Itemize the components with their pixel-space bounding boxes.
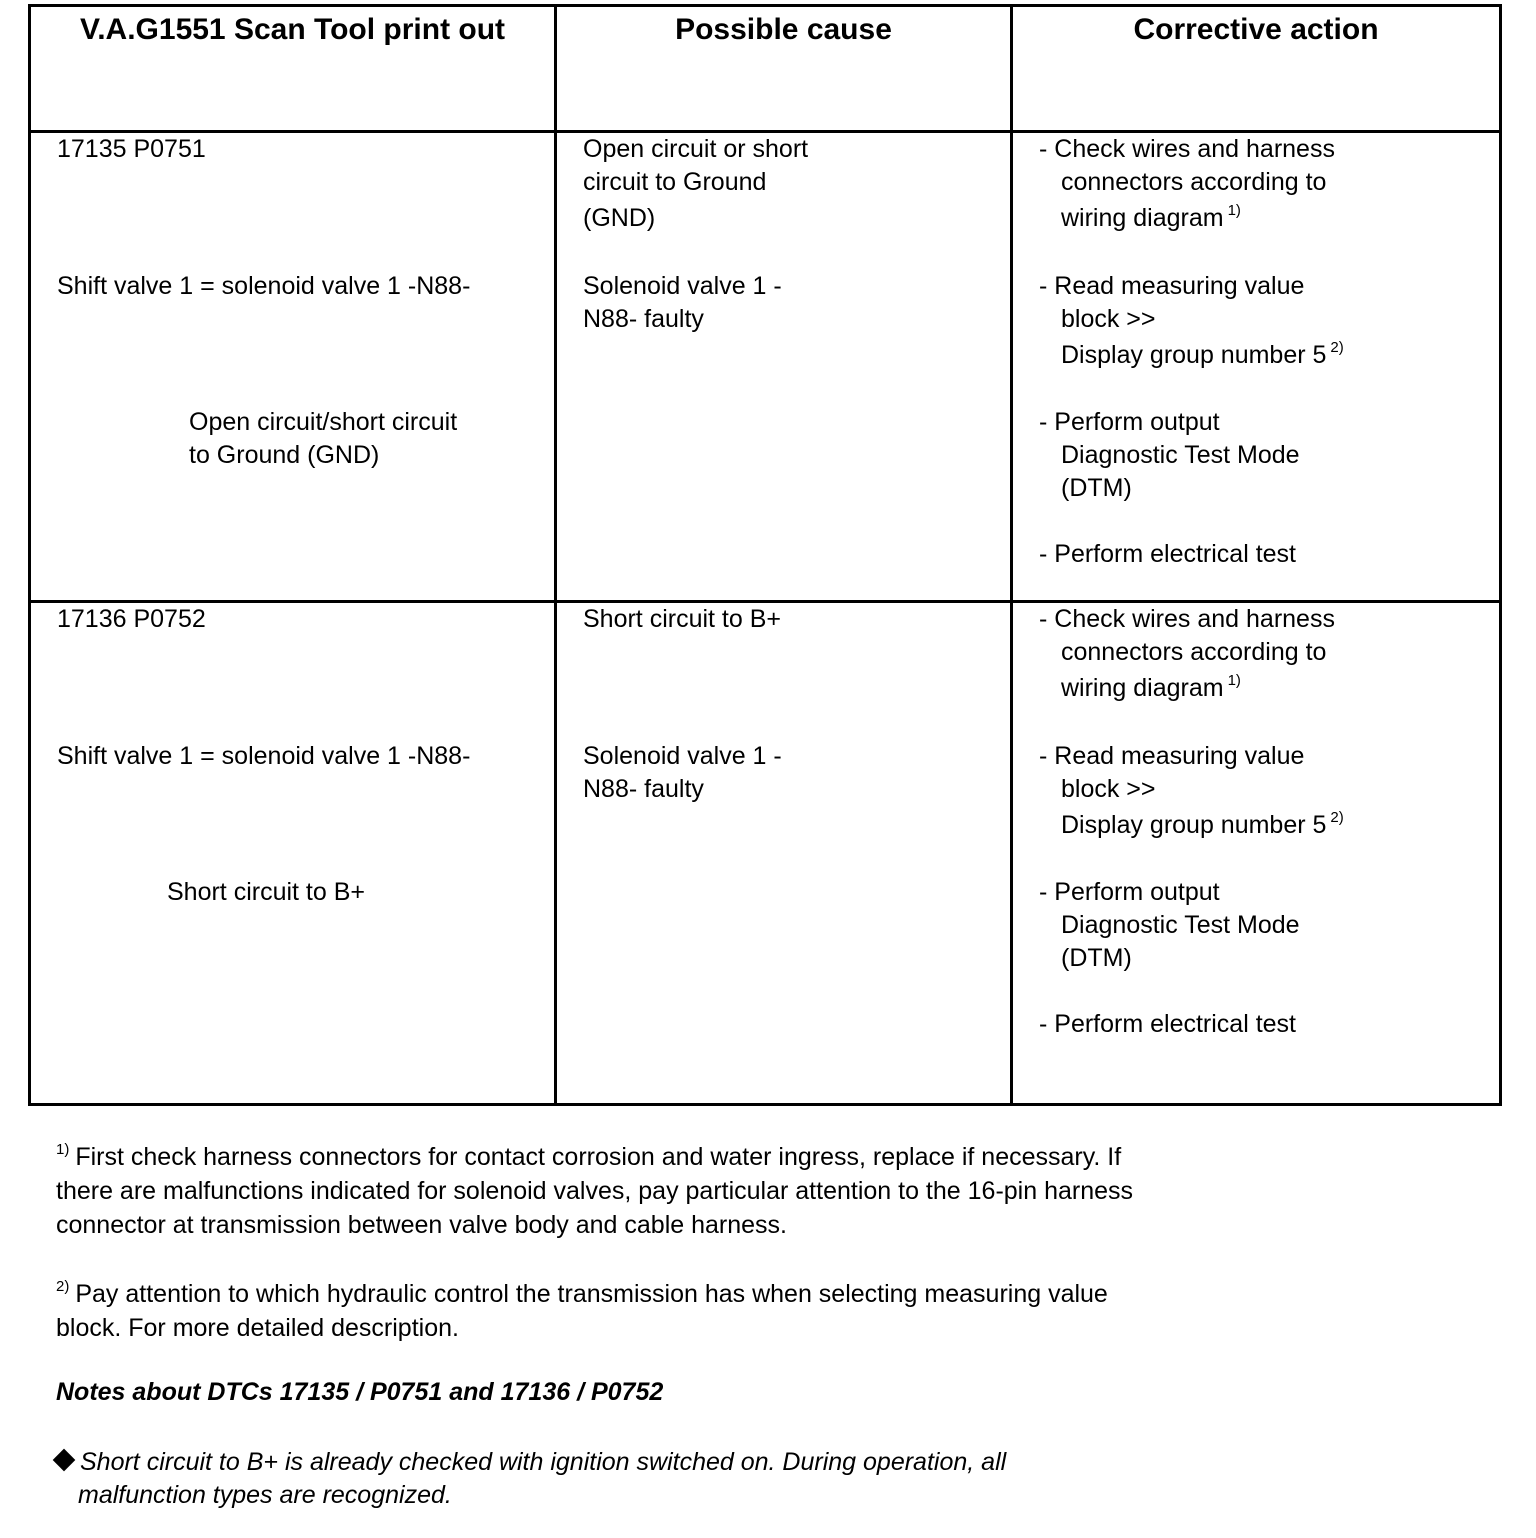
action-line: - Perform electrical test (1039, 1010, 1297, 1039)
fault-type: to Ground (GND) (189, 441, 380, 470)
component-name: Shift valve 1 = solenoid valve 1 -N88- (57, 272, 471, 301)
cause-line: circuit to Ground (583, 168, 767, 197)
cause-line: Open circuit or short (583, 135, 809, 164)
footnote-marker: 2) (56, 1278, 70, 1295)
possible-cause-cell (556, 132, 1012, 602)
action-line: wiring diagram $^{1)}$ (1061, 672, 1241, 703)
action-line: (DTM) (1061, 474, 1132, 503)
cause-line: Short circuit to B+ (583, 605, 781, 634)
possible-cause-cell (556, 602, 1012, 1105)
action-line: - Perform output (1039, 878, 1220, 907)
action-line: Display group number 5 $^{2)}$ (1061, 809, 1344, 840)
table-row (30, 602, 1501, 1105)
diamond-bullet-icon (53, 1449, 76, 1472)
header-possible-cause: Possible cause (556, 6, 1012, 132)
footnote-line: there are malfunctions indicated for solenoid valves, pay particular attention to the 16-pin harness (56, 1177, 1134, 1205)
corrective-action-cell (1012, 132, 1501, 602)
bullet-line: malfunction types are recognized. (78, 1481, 452, 1509)
action-line: block >> (1061, 305, 1156, 334)
action-line: connectors according to (1061, 168, 1327, 197)
fault-type: Open circuit/short circuit (189, 408, 458, 437)
action-line: wiring diagram $^{1)}$ (1061, 202, 1241, 233)
dtc-code: 17135 P0751 (57, 135, 206, 164)
cause-line: (GND) (583, 204, 656, 233)
footnote-1 (56, 1140, 1133, 1242)
action-line: Display group number 5 $^{2)}$ (1061, 339, 1344, 370)
cause-line: Solenoid valve 1 - (583, 742, 782, 771)
footnote-ref: 2) (1330, 809, 1344, 827)
footnote-line: $^{1)}$ First check harness connectors for contact corrosion and water ingress, replace if necessary. If (56, 1141, 1122, 1171)
footnote-ref: 1) (1227, 672, 1241, 690)
scan-tool-cell (30, 132, 556, 602)
cause-line: N88- faulty (583, 775, 704, 804)
bullet-line: Short circuit to B+ is already checked with ignition switched on. During operation, all (80, 1448, 1007, 1476)
footnote-2 (56, 1277, 1108, 1345)
action-line: Diagnostic Test Mode (1061, 911, 1300, 940)
header-scan-tool: V.A.G1551 Scan Tool print out (30, 6, 556, 132)
footnote-line: block. For more detailed description. (56, 1314, 459, 1342)
action-line: (DTM) (1061, 944, 1132, 973)
header-corrective-action: Corrective action (1012, 6, 1501, 132)
action-line: - Read measuring value (1039, 742, 1305, 771)
footnote-line: $^{2)}$ Pay attention to which hydraulic control the transmission has when selecting measuring value (56, 1278, 1108, 1308)
scan-tool-cell (30, 602, 556, 1105)
action-line: - Check wires and harness (1039, 135, 1335, 164)
footnote-marker: 1) (56, 1141, 70, 1158)
table-header-row (30, 6, 1501, 132)
action-line: connectors according to (1061, 638, 1327, 667)
action-line: block >> (1061, 775, 1156, 804)
footnote-line: connector at transmission between valve body and cable harness. (56, 1211, 787, 1239)
cause-line: N88- faulty (583, 305, 704, 334)
component-name: Shift valve 1 = solenoid valve 1 -N88- (57, 742, 471, 771)
action-line: - Check wires and harness (1039, 605, 1335, 634)
action-line: - Perform output (1039, 408, 1220, 437)
fault-type: Short circuit to B+ (167, 878, 365, 907)
corrective-action-cell (1012, 602, 1501, 1105)
notes-heading: Notes about DTCs 17135 / P0751 and 17136 / P0752 (56, 1378, 664, 1406)
action-line: - Perform electrical test (1039, 540, 1297, 569)
dtc-code: 17136 P0752 (57, 605, 206, 634)
action-line: Diagnostic Test Mode (1061, 441, 1300, 470)
table-row (30, 132, 1501, 602)
footnote-ref: 1) (1227, 202, 1241, 220)
footnote-ref: 2) (1330, 339, 1344, 357)
dtc-table (28, 4, 1502, 1106)
cause-line: Solenoid valve 1 - (583, 272, 782, 301)
action-line: - Read measuring value (1039, 272, 1305, 301)
